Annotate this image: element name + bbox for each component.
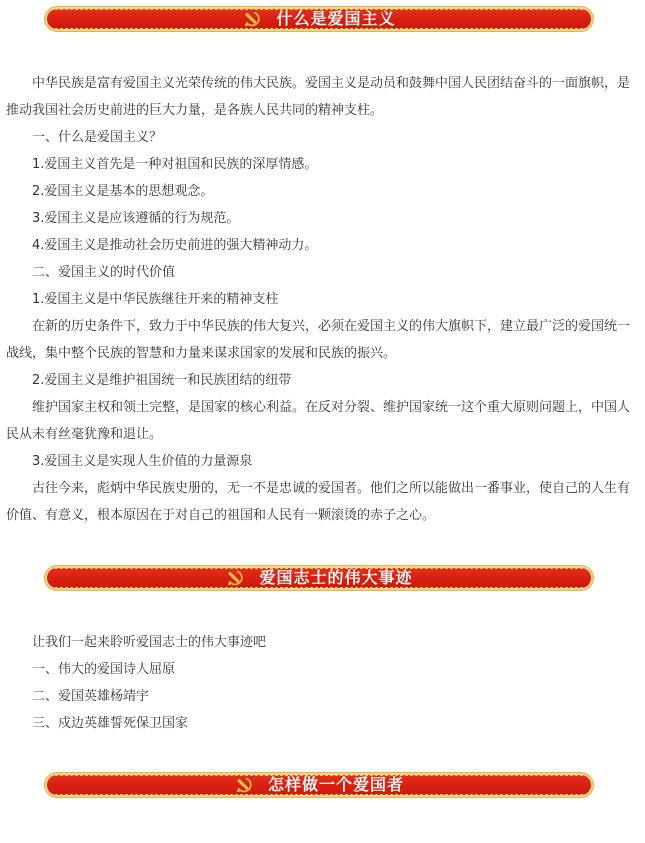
body-paragraph: 古往今来，彪炳中华民族史册的，无一不是忠诚的爱国者。他们之所以能做出一番事业，使自己的人生有价值、有意义，根本原因在于对自己的祖国和人民有一颗滚烫的赤子之心。 [6, 481, 631, 523]
hammer-and-sickle-icon [242, 9, 262, 29]
list-item: 3.爱国主义是实现人生价值的力量源泉 [32, 454, 253, 469]
body-paragraph: 在新的历史条件下，致力于中华民族的伟大复兴，必须在爱国主义的伟大旗帜下，建立最广泛的爱国统一战线，集中整个民族的智慧和力量来谋求国家的发展和民族的振兴。 [6, 319, 631, 361]
list-item: 2.爱国主义是基本的思想观念。 [32, 184, 214, 199]
section-title: 什么是爱国主义 [276, 9, 396, 28]
list-item: 1.爱国主义是中华民族继往开来的精神支柱 [32, 292, 279, 307]
intro-paragraph: 中华民族是富有爱国主义光荣传统的伟大民族。爱国主义是动员和鼓舞中国人民团结奋斗的一面旗帜，是推动我国社会历史前进的巨大力量，是各族人民共同的精神支柱。 [6, 76, 631, 118]
hammer-and-sickle-icon [234, 775, 254, 795]
list-item: 让我们一起来聆听爱国志士的伟大事迹吧 [32, 635, 267, 650]
section-header-1 [45, 7, 593, 31]
section-header-2 [45, 566, 593, 590]
list-item: 3.爱国主义是应该遵循的行为规范。 [32, 211, 240, 226]
section-title: 爱国志士的伟大事迹 [259, 568, 413, 587]
body-paragraph: 维护国家主权和领土完整，是国家的核心利益。在反对分裂、维护国家统一这个重大原则问题上，中国人民从未有丝毫犹豫和退让。 [6, 400, 631, 442]
list-item: 一、伟大的爱国诗人屈原 [32, 662, 176, 677]
section-header-3 [45, 773, 593, 797]
list-item: 三、戍边英雄誓死保卫国家 [32, 716, 189, 731]
list-item: 二、爱国主义的时代价值 [32, 265, 176, 280]
list-item: 4.爱国主义是推动社会历史前进的强大精神动力。 [32, 238, 318, 253]
list-item: 一、什么是爱国主义？ [32, 130, 163, 145]
list-item: 2.爱国主义是维护祖国统一和民族团结的纽带 [32, 373, 292, 388]
section-title: 怎样做一个爱国者 [267, 775, 404, 794]
hammer-and-sickle-icon [225, 568, 245, 588]
list-item: 1.爱国主义首先是一种对祖国和民族的深厚情感。 [32, 157, 318, 172]
list-item: 二、爱国英雄杨靖宇 [32, 689, 150, 704]
